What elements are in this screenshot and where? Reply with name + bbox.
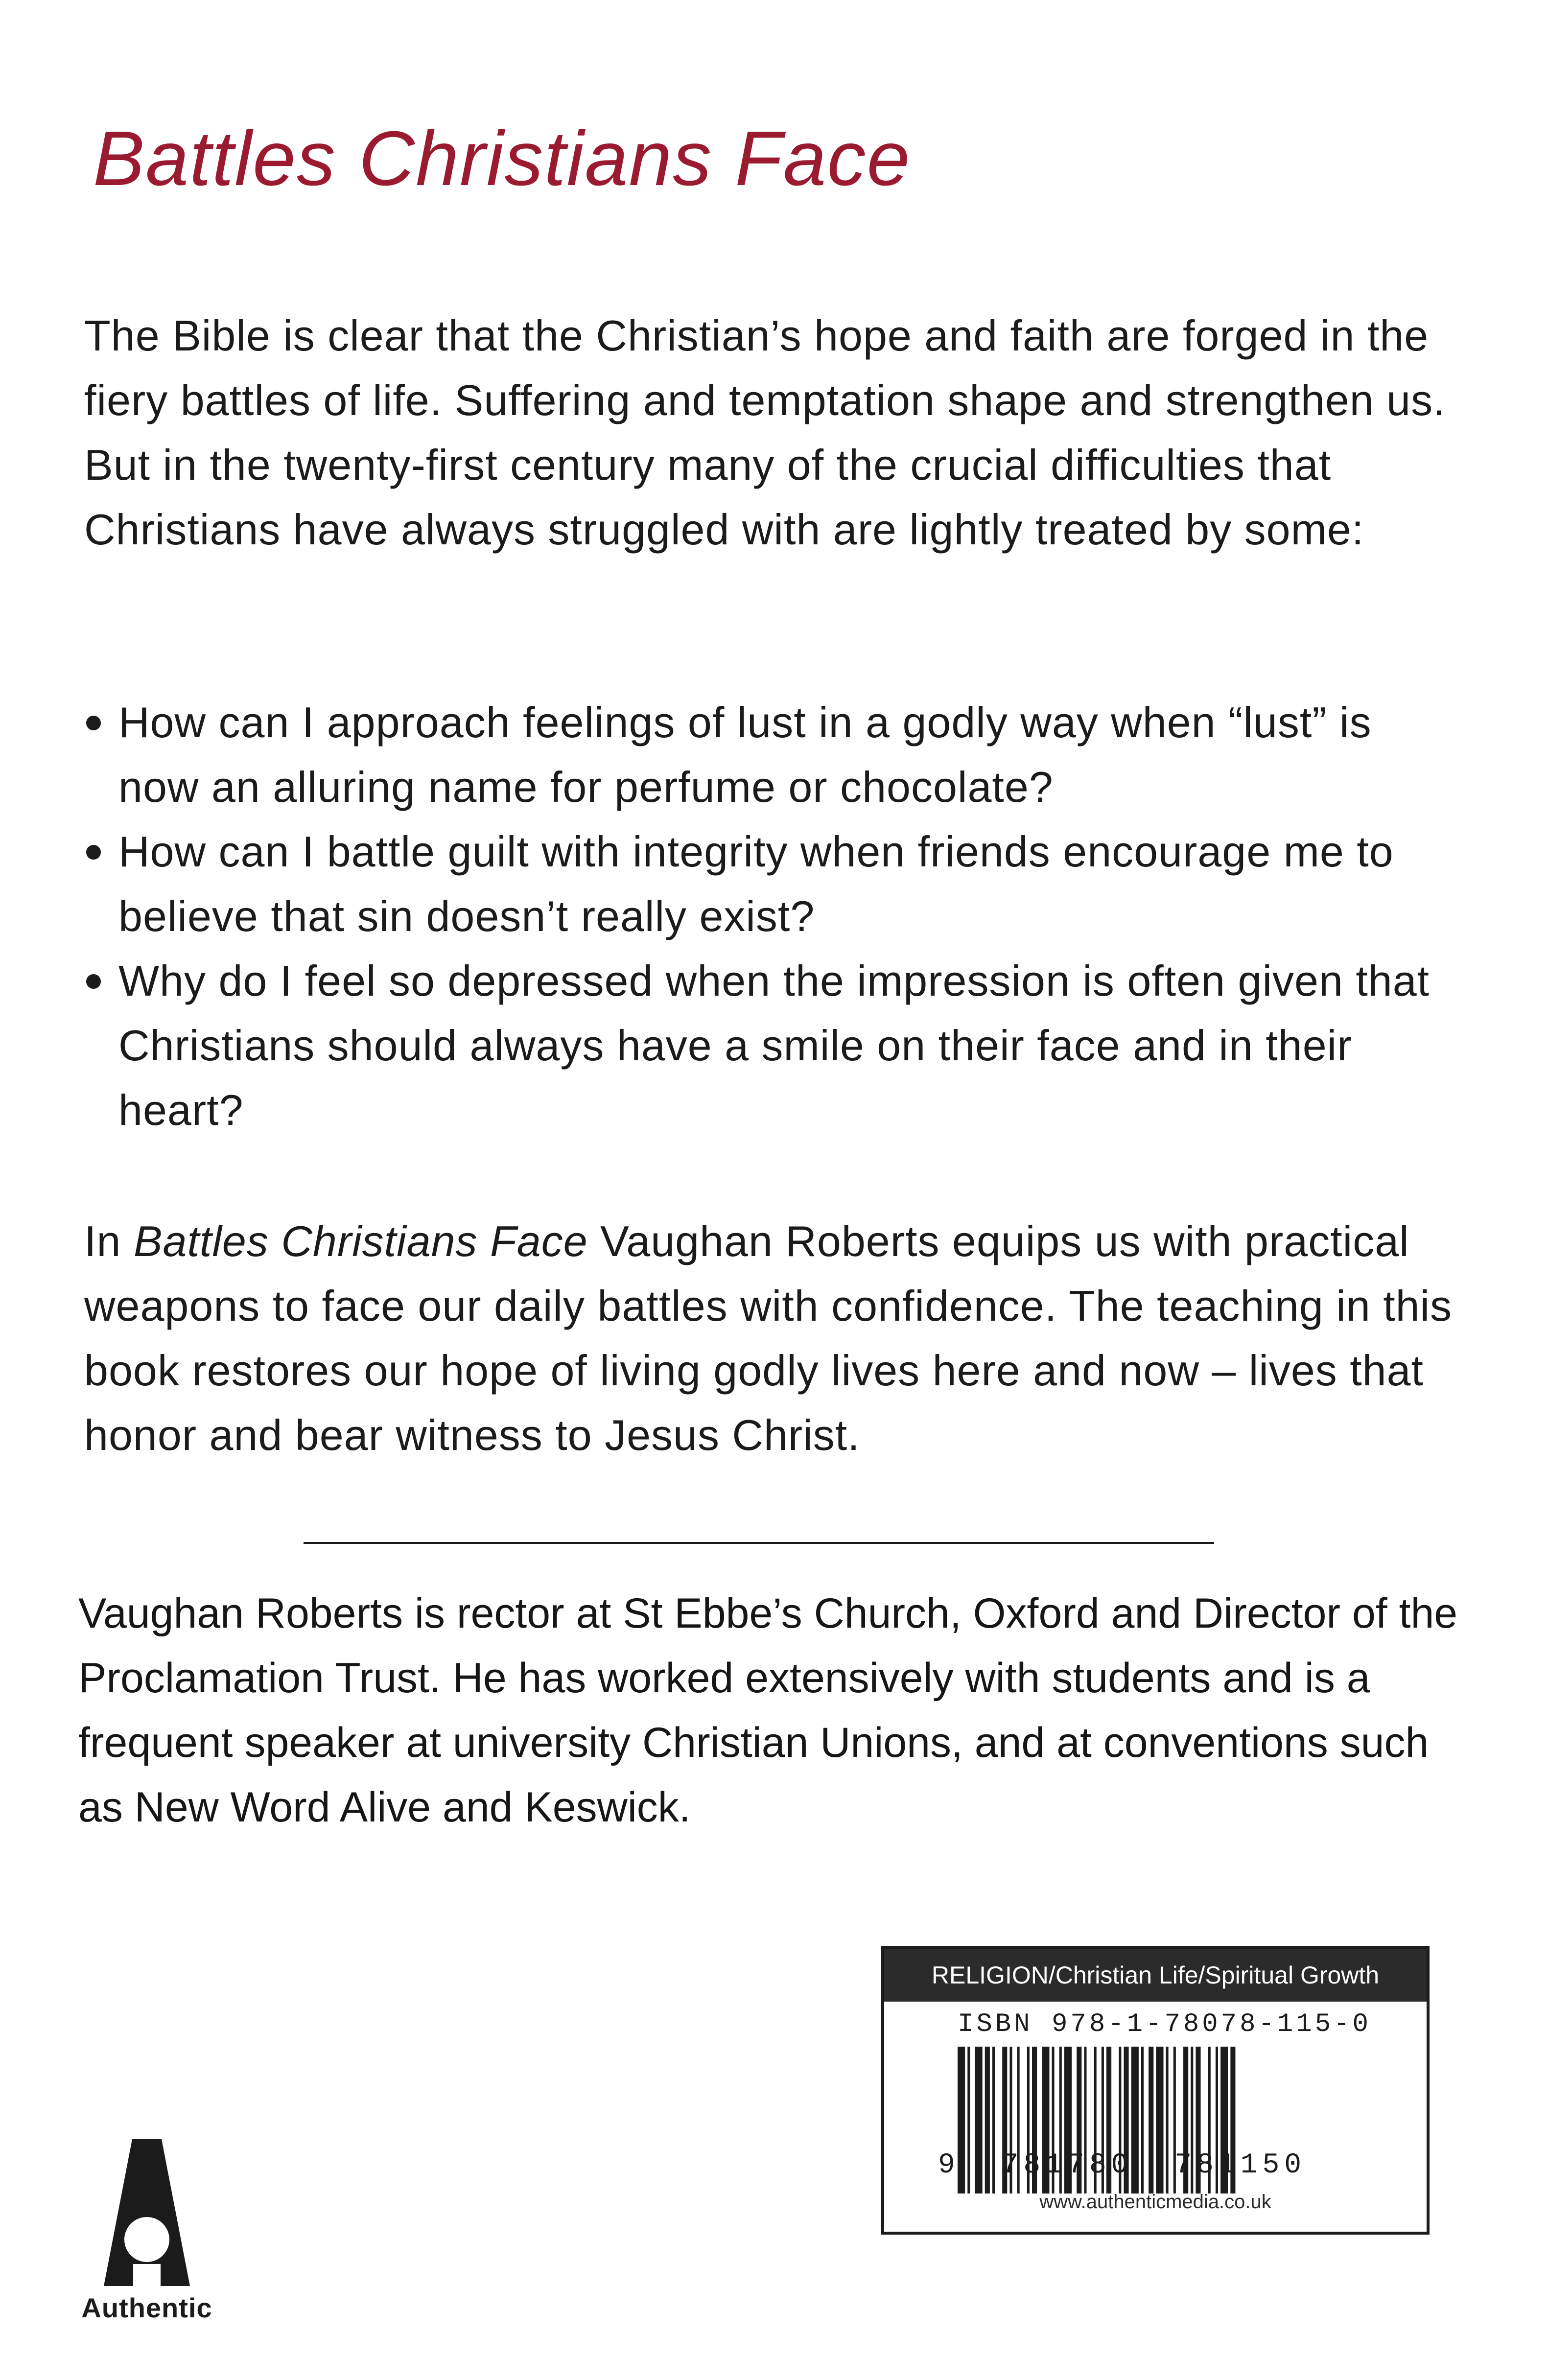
publisher-website: www.authenticmedia.co.uk	[1039, 2191, 1271, 2213]
barcode-digit-group: 781780	[1001, 2149, 1133, 2181]
section-divider	[304, 1542, 1214, 1544]
barcode-panel	[881, 1946, 1430, 2235]
publisher-logo	[73, 2139, 220, 2335]
book-title: Battles Christians Face	[93, 116, 911, 202]
author-bio: Vaughan Roberts is rector at St Ebbe’s Church, Oxford and Director of the Proclamation Trust. He has worked extensively with students and is a frequent speaker at university Christian Unions, and at conventions such as New Word Alive and Keswick.	[78, 1590, 1458, 1831]
bullet-icon	[86, 845, 101, 860]
question-item	[84, 690, 1455, 819]
closing-text: Vaughan Roberts equips us with practical weapons to face our daily battles with confidence. The teaching in this book restores our hope of living godly lives here and now – lives that honor and bear witness to Jesus Christ.	[84, 1217, 1453, 1459]
closing-prefix: In	[84, 1217, 134, 1265]
closing-book-title: Battles Christians Face	[133, 1217, 588, 1265]
publisher-name: Authentic	[81, 2292, 212, 2323]
question-list	[84, 690, 1455, 1143]
question-item	[84, 949, 1455, 1143]
question-text: Why do I feel so depressed when the impression is often given that Christians should always have a smile on their face and in their heart?	[118, 957, 1430, 1134]
category-label: RELIGION/Christian Life/Spiritual Growth	[884, 1949, 1427, 2002]
bullet-icon	[86, 974, 101, 989]
barcode-digit-group: 781150	[1174, 2149, 1307, 2181]
bullet-icon	[86, 716, 101, 730]
question-text: How can I battle guilt with integrity when friends encourage me to believe that sin doesn’t really exist?	[118, 827, 1394, 940]
barcode-digits	[938, 2149, 1306, 2181]
isbn-text: ISBN 978-1-78078-115-0	[958, 2009, 1371, 2039]
closing-paragraph	[84, 1209, 1484, 1468]
authentic-a-logo-icon	[104, 2139, 190, 2286]
question-item	[84, 819, 1455, 949]
barcode-digit-group: 9	[938, 2149, 960, 2181]
question-text: How can I approach feelings of lust in a godly way when “lust” is now an alluring name for perfume or chocolate?	[118, 698, 1372, 811]
intro-paragraph: The Bible is clear that the Christian’s hope and faith are forged in the fiery battles of life. Suffering and temptation shape and strengthen us. But in the twenty-first century many of the crucial difficulties that Christians have always struggled with are lightly treated by some:	[84, 311, 1446, 554]
